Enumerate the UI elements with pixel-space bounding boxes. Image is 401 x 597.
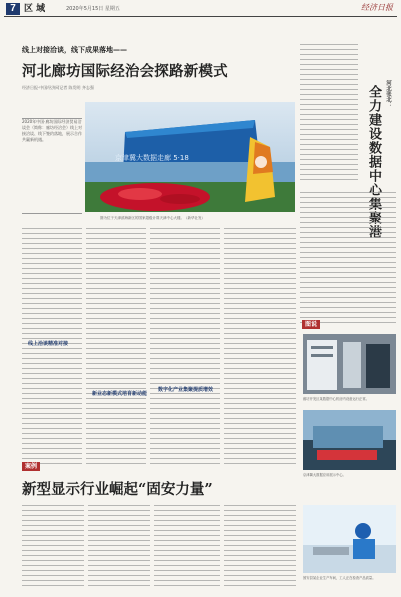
lead-photo [85, 102, 295, 212]
side-caption-2: 京津冀大数据应用展示中心。 [303, 473, 346, 477]
page-number: 7 [6, 3, 20, 15]
paper-name: 经济日报 [361, 3, 393, 12]
body-column-1 [22, 226, 82, 468]
case-tag: 案例 [22, 462, 40, 471]
body-column-3 [150, 226, 220, 468]
lead-photo-caption: 图为位于天津滨海新区的国家超级计算天津中心大楼。（新华社发） [100, 216, 205, 220]
image-section-tag: 图说 [302, 320, 320, 329]
side-photo-1 [303, 334, 396, 394]
side-caption-1: 廊坊开发区某数据中心机房内设备运行正常。 [303, 397, 369, 401]
text-line [150, 461, 220, 466]
lede-box [22, 118, 82, 214]
body-column-2 [86, 226, 146, 468]
text-line [22, 583, 84, 588]
text-line [154, 583, 220, 588]
case-headline: 新型显示行业崛起“固安力量” [22, 481, 213, 498]
text-line [300, 177, 358, 182]
section-name: 区 域 [24, 4, 46, 14]
issue-date: 2020年5月15日 星期五 [66, 6, 120, 12]
right-column-a [300, 42, 358, 182]
lead-photo-illustration [85, 102, 295, 212]
right-feature-headline: 全力建设数据中心集聚港 [366, 85, 381, 239]
masthead [4, 2, 397, 17]
right-feature-kicker: 河北张北： [385, 80, 391, 108]
text-line [224, 461, 296, 466]
subhead-1: 线上洽谈精准对接 [28, 341, 69, 347]
side-photo-1-illustration [303, 334, 396, 394]
side-photo-2-illustration [303, 410, 396, 470]
case-column-1 [22, 503, 84, 591]
text-line [224, 583, 296, 588]
case-column-3 [154, 503, 220, 591]
text-line [88, 583, 150, 588]
right-column-b [300, 190, 396, 325]
subhead-2: 新业态新模式培育新动能 [92, 391, 148, 397]
side-photo-3-illustration [303, 505, 396, 573]
side-photo-2 [303, 410, 396, 470]
lead-kicker: 线上对接洽谈，线下成果落地—— [22, 46, 127, 54]
lede-text: 2020年中国·廊坊国际经济贸易洽谈会（简称：廊坊经洽会）线上对接洽谈、线下签约落地，展示合作共赢新机遇。 [22, 119, 82, 142]
case-column-2 [88, 503, 150, 591]
lead-headline: 河北廊坊国际经治会探路新模式 [22, 63, 228, 80]
side-photo-3 [303, 505, 396, 573]
lead-byline: 经济日报·中国经济网记者 陈发明 齐志强 [22, 85, 94, 90]
body-column-4 [224, 226, 296, 468]
photo-screen-text: 京津冀大数据走廊 5·18 [115, 154, 189, 162]
text-line [86, 461, 146, 466]
side-caption-3: 固安县某企业生产车间，工人正在检查产品质量。 [303, 576, 376, 580]
subhead-3: 数字化产业集聚提质增效 [158, 387, 214, 393]
case-column-4 [224, 503, 296, 591]
